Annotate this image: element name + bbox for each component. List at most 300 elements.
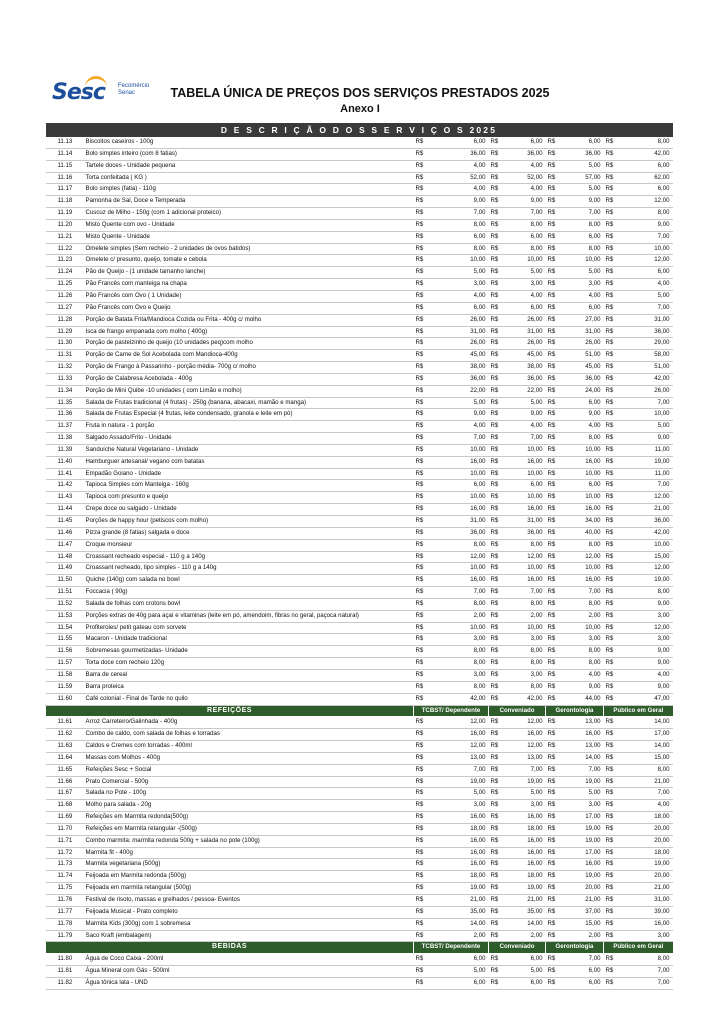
currency-symbol: R$ [414, 397, 428, 409]
item-code: 11.73 [46, 859, 84, 871]
price-value: 2,00 [428, 930, 489, 942]
item-description: Combo marmita: marmita redonda 500g + salada no pote (100g) [84, 835, 414, 847]
item-code: 11.69 [46, 812, 84, 824]
currency-symbol: R$ [414, 219, 428, 231]
item-code: 11.80 [46, 954, 84, 966]
price-value: 10,00 [560, 563, 604, 575]
price-value: 10,00 [503, 468, 546, 480]
currency-symbol: R$ [414, 338, 428, 350]
item-description: Tapioca Simples com Manteiga - 160g [84, 480, 414, 492]
item-description: Arroz Carreteiro/Galinhada - 400g [84, 717, 414, 729]
price-value: 7,00 [618, 480, 673, 492]
price-value: 16,00 [618, 918, 673, 930]
price-value: 20,00 [618, 823, 673, 835]
price-value: 21,00 [560, 895, 604, 907]
currency-symbol: R$ [546, 208, 560, 220]
price-value: 21,00 [618, 776, 673, 788]
price-value: 19,00 [428, 883, 489, 895]
price-value: 8,00 [560, 433, 604, 445]
price-value: 26,00 [560, 338, 604, 350]
currency-symbol: R$ [604, 290, 618, 302]
price-value: 12,00 [503, 551, 546, 563]
currency-symbol: R$ [604, 421, 618, 433]
item-description: Bolo simples inteiro (com 8 fatias) [84, 148, 414, 160]
price-value: 6,00 [428, 480, 489, 492]
item-description: Misto Quente - Unidade [84, 231, 414, 243]
item-description: Massas com Molhos - 400g [84, 752, 414, 764]
currency-symbol: R$ [546, 776, 560, 788]
price-value: 10,00 [428, 492, 489, 504]
price-value: 10,00 [428, 563, 489, 575]
currency-symbol: R$ [546, 338, 560, 350]
currency-symbol: R$ [414, 835, 428, 847]
price-value: 8,00 [560, 243, 604, 255]
price-value: 34,00 [560, 516, 604, 528]
item-code: 11.34 [46, 385, 84, 397]
currency-symbol: R$ [414, 267, 428, 279]
price-value: 2,00 [560, 610, 604, 622]
currency-symbol: R$ [489, 800, 503, 812]
table-row [46, 208, 673, 220]
price-value: 8,00 [618, 954, 673, 966]
item-description: Água tônica lata - UND [84, 977, 414, 989]
currency-symbol: R$ [414, 326, 428, 338]
item-description: Pamonha de Sal, Doce e Temperada [84, 196, 414, 208]
page-subtitle: Anexo I [340, 103, 380, 115]
price-value: 31,00 [560, 326, 604, 338]
price-value: 8,00 [560, 598, 604, 610]
price-value: 6,00 [618, 160, 673, 172]
price-value: 3,00 [428, 279, 489, 291]
table-row [46, 480, 673, 492]
currency-symbol: R$ [604, 871, 618, 883]
currency-symbol: R$ [546, 243, 560, 255]
price-value: 4,00 [428, 160, 489, 172]
price-value: 6,00 [618, 184, 673, 196]
table-row [46, 918, 673, 930]
price-value: 6,00 [503, 231, 546, 243]
price-value: 14,00 [560, 752, 604, 764]
table-row [46, 468, 673, 480]
currency-symbol: R$ [604, 930, 618, 942]
price-value: 38,00 [428, 362, 489, 374]
item-code: 11.57 [46, 658, 84, 670]
currency-symbol: R$ [604, 480, 618, 492]
currency-symbol: R$ [489, 279, 503, 291]
currency-symbol: R$ [414, 800, 428, 812]
price-value: 6,00 [503, 137, 546, 148]
currency-symbol: R$ [604, 859, 618, 871]
price-value: 19,00 [618, 859, 673, 871]
price-value: 12,00 [618, 255, 673, 267]
table-row [46, 575, 673, 587]
currency-symbol: R$ [489, 433, 503, 445]
price-value: 18,00 [503, 871, 546, 883]
currency-symbol: R$ [489, 563, 503, 575]
price-value: 11,00 [618, 444, 673, 456]
currency-symbol: R$ [546, 326, 560, 338]
price-value: 12,00 [428, 717, 489, 729]
item-description: Salgado Assado/Frito - Unidade [84, 433, 414, 445]
item-code: 11.21 [46, 231, 84, 243]
price-value: 8,00 [560, 646, 604, 658]
item-description: Tartele doces - Unidade pequena [84, 160, 414, 172]
currency-symbol: R$ [604, 835, 618, 847]
price-value: 8,00 [428, 219, 489, 231]
currency-symbol: R$ [414, 255, 428, 267]
price-value: 17,00 [560, 847, 604, 859]
item-description: Prato Comercial - 500g [84, 776, 414, 788]
item-code: 11.63 [46, 741, 84, 753]
currency-symbol: R$ [414, 208, 428, 220]
table-row [46, 290, 673, 302]
price-value: 7,00 [428, 587, 489, 599]
currency-symbol: R$ [546, 835, 560, 847]
price-value: 14,00 [618, 717, 673, 729]
currency-symbol: R$ [604, 243, 618, 255]
item-code: 11.31 [46, 350, 84, 362]
price-value: 8,00 [428, 658, 489, 670]
column-header: Público em Geral [604, 705, 673, 717]
logo-subtext [118, 83, 149, 97]
price-value: 6,00 [428, 977, 489, 989]
currency-symbol: R$ [414, 883, 428, 895]
currency-symbol: R$ [489, 208, 503, 220]
item-code: 11.13 [46, 137, 84, 148]
price-value: 31,00 [428, 516, 489, 528]
item-code: 11.78 [46, 918, 84, 930]
item-description: Isca de frango empanada com molho ( 400g) [84, 326, 414, 338]
item-code: 11.81 [46, 966, 84, 978]
currency-symbol: R$ [604, 977, 618, 989]
item-code: 11.77 [46, 906, 84, 918]
price-value: 6,00 [428, 302, 489, 314]
price-value: 19,00 [428, 776, 489, 788]
price-value: 5,00 [503, 966, 546, 978]
item-code: 11.14 [46, 148, 84, 160]
currency-symbol: R$ [604, 918, 618, 930]
currency-symbol: R$ [546, 184, 560, 196]
currency-symbol: R$ [489, 267, 503, 279]
currency-symbol: R$ [414, 693, 428, 705]
column-header: TCBST/ Dependente [414, 942, 489, 954]
item-code: 11.16 [46, 172, 84, 184]
price-value: 16,00 [503, 835, 546, 847]
currency-symbol: R$ [604, 219, 618, 231]
item-description: Marmita Kids (300g) com 1 sobremesa [84, 918, 414, 930]
price-value: 5,00 [428, 267, 489, 279]
price-value: 10,00 [428, 468, 489, 480]
price-value: 57,00 [560, 172, 604, 184]
currency-symbol: R$ [414, 634, 428, 646]
price-value: 36,00 [560, 148, 604, 160]
table-row [46, 350, 673, 362]
currency-symbol: R$ [546, 729, 560, 741]
price-value: 24,00 [560, 385, 604, 397]
currency-symbol: R$ [546, 433, 560, 445]
price-value: 12,00 [618, 563, 673, 575]
column-header: Gerontologia [546, 705, 604, 717]
item-code: 11.56 [46, 646, 84, 658]
price-value: 2,00 [560, 930, 604, 942]
currency-symbol: R$ [489, 373, 503, 385]
item-code: 11.26 [46, 290, 84, 302]
price-value: 10,00 [560, 622, 604, 634]
logo-sub-line2: Senac [118, 90, 136, 96]
currency-symbol: R$ [414, 279, 428, 291]
currency-symbol: R$ [604, 906, 618, 918]
table-row [46, 752, 673, 764]
currency-symbol: R$ [489, 219, 503, 231]
price-value: 31,00 [428, 326, 489, 338]
currency-symbol: R$ [489, 871, 503, 883]
price-value: 36,00 [428, 527, 489, 539]
currency-symbol: R$ [489, 966, 503, 978]
price-value: 21,00 [618, 883, 673, 895]
price-value: 37,00 [560, 906, 604, 918]
currency-symbol: R$ [414, 764, 428, 776]
currency-symbol: R$ [489, 172, 503, 184]
item-description: Refeições em Marmita redonda(500g) [84, 812, 414, 824]
item-code: 11.61 [46, 717, 84, 729]
price-value: 6,00 [560, 966, 604, 978]
currency-symbol: R$ [489, 231, 503, 243]
item-description: Feijoada em Marmita redonda (500g) [84, 871, 414, 883]
currency-symbol: R$ [414, 172, 428, 184]
item-code: 11.72 [46, 847, 84, 859]
currency-symbol: R$ [604, 409, 618, 421]
price-value: 9,00 [618, 658, 673, 670]
currency-symbol: R$ [604, 433, 618, 445]
currency-symbol: R$ [414, 776, 428, 788]
currency-symbol: R$ [489, 788, 503, 800]
price-value: 7,00 [428, 764, 489, 776]
price-value: 6,00 [503, 977, 546, 989]
price-value: 12,00 [618, 622, 673, 634]
table-row [46, 362, 673, 374]
currency-symbol: R$ [604, 373, 618, 385]
column-header: TCBST/ Dependente [414, 705, 489, 717]
price-value: 8,00 [560, 658, 604, 670]
item-code: 11.39 [46, 444, 84, 456]
table-row [46, 587, 673, 599]
currency-symbol: R$ [489, 812, 503, 824]
item-description: Porção de Carne de Sol Acebolada com Mandioca-400g [84, 350, 414, 362]
table-row [46, 669, 673, 681]
currency-symbol: R$ [489, 977, 503, 989]
price-value: 6,00 [503, 302, 546, 314]
item-code: 11.58 [46, 669, 84, 681]
price-value: 15,00 [618, 551, 673, 563]
price-value: 22,00 [503, 385, 546, 397]
currency-symbol: R$ [546, 196, 560, 208]
currency-symbol: R$ [546, 456, 560, 468]
currency-symbol: R$ [604, 847, 618, 859]
price-value: 10,00 [503, 444, 546, 456]
item-description: Macaron - Unidade tradicional [84, 634, 414, 646]
price-value: 45,00 [560, 362, 604, 374]
table-row [46, 835, 673, 847]
currency-symbol: R$ [489, 587, 503, 599]
currency-symbol: R$ [546, 539, 560, 551]
price-value: 8,00 [428, 243, 489, 255]
currency-symbol: R$ [546, 480, 560, 492]
price-value: 44,00 [560, 693, 604, 705]
price-value: 16,00 [428, 847, 489, 859]
table-row [46, 906, 673, 918]
currency-symbol: R$ [414, 243, 428, 255]
item-description: Refeições Sesc + Social [84, 764, 414, 776]
price-value: 3,00 [428, 669, 489, 681]
price-value: 6,00 [560, 231, 604, 243]
price-value: 19,00 [560, 823, 604, 835]
currency-symbol: R$ [546, 669, 560, 681]
price-value: 45,00 [503, 350, 546, 362]
price-value: 5,00 [560, 160, 604, 172]
price-value: 8,00 [618, 208, 673, 220]
column-header: Conveniado [489, 705, 546, 717]
currency-symbol: R$ [546, 373, 560, 385]
currency-symbol: R$ [604, 752, 618, 764]
currency-symbol: R$ [489, 480, 503, 492]
price-value: 3,00 [503, 669, 546, 681]
price-value: 10,00 [618, 539, 673, 551]
currency-symbol: R$ [546, 954, 560, 966]
currency-symbol: R$ [414, 823, 428, 835]
item-code: 11.32 [46, 362, 84, 374]
item-code: 11.62 [46, 729, 84, 741]
price-value: 21,00 [428, 895, 489, 907]
currency-symbol: R$ [604, 539, 618, 551]
item-code: 11.66 [46, 776, 84, 788]
price-value: 19,00 [618, 575, 673, 587]
price-value: 52,00 [428, 172, 489, 184]
item-description: Salada no Pote - 100g [84, 788, 414, 800]
price-value: 6,00 [428, 231, 489, 243]
price-value: 3,00 [618, 610, 673, 622]
currency-symbol: R$ [489, 160, 503, 172]
price-value: 6,00 [560, 137, 604, 148]
currency-symbol: R$ [546, 859, 560, 871]
currency-symbol: R$ [604, 326, 618, 338]
price-value: 4,00 [503, 290, 546, 302]
currency-symbol: R$ [489, 409, 503, 421]
currency-symbol: R$ [414, 646, 428, 658]
price-value: 42,00 [618, 527, 673, 539]
table-row [46, 160, 673, 172]
price-value: 6,00 [618, 267, 673, 279]
item-code: 11.20 [46, 219, 84, 231]
item-description: Refeições em Marmita retangular -(500g) [84, 823, 414, 835]
table-row [46, 492, 673, 504]
price-value: 17,00 [560, 812, 604, 824]
price-value: 16,00 [503, 456, 546, 468]
price-value: 4,00 [428, 184, 489, 196]
currency-symbol: R$ [604, 350, 618, 362]
price-value: 16,00 [503, 812, 546, 824]
price-value: 12,00 [428, 551, 489, 563]
currency-symbol: R$ [489, 243, 503, 255]
price-value: 16,00 [560, 504, 604, 516]
column-header: Gerontologia [546, 942, 604, 954]
currency-symbol: R$ [414, 788, 428, 800]
currency-symbol: R$ [489, 634, 503, 646]
currency-symbol: R$ [604, 776, 618, 788]
currency-symbol: R$ [489, 681, 503, 693]
currency-symbol: R$ [489, 290, 503, 302]
price-value: 6,00 [560, 977, 604, 989]
currency-symbol: R$ [414, 421, 428, 433]
price-value: 7,00 [560, 208, 604, 220]
item-code: 11.65 [46, 764, 84, 776]
price-value: 35,00 [428, 906, 489, 918]
item-code: 11.53 [46, 610, 84, 622]
currency-symbol: R$ [414, 373, 428, 385]
table-row [46, 883, 673, 895]
currency-symbol: R$ [414, 137, 428, 148]
table-row [46, 516, 673, 528]
item-code: 11.71 [46, 835, 84, 847]
item-code: 11.44 [46, 504, 84, 516]
currency-symbol: R$ [546, 148, 560, 160]
price-value: 40,00 [560, 527, 604, 539]
price-value: 8,00 [428, 681, 489, 693]
table-row [46, 373, 673, 385]
currency-symbol: R$ [546, 847, 560, 859]
item-code: 11.50 [46, 575, 84, 587]
price-value: 12,00 [618, 492, 673, 504]
price-value: 4,00 [560, 290, 604, 302]
price-value: 10,00 [560, 468, 604, 480]
price-value: 35,00 [503, 906, 546, 918]
currency-symbol: R$ [489, 741, 503, 753]
currency-symbol: R$ [489, 764, 503, 776]
currency-symbol: R$ [414, 575, 428, 587]
price-value: 2,00 [503, 610, 546, 622]
currency-symbol: R$ [546, 658, 560, 670]
price-value: 12,00 [503, 717, 546, 729]
table-row [46, 148, 673, 160]
item-code: 11.19 [46, 208, 84, 220]
table-row [46, 681, 673, 693]
item-code: 11.43 [46, 492, 84, 504]
item-code: 11.33 [46, 373, 84, 385]
item-code: 11.24 [46, 267, 84, 279]
item-code: 11.48 [46, 551, 84, 563]
currency-symbol: R$ [414, 184, 428, 196]
price-value: 26,00 [428, 314, 489, 326]
price-value: 9,00 [560, 196, 604, 208]
currency-symbol: R$ [546, 823, 560, 835]
currency-symbol: R$ [604, 255, 618, 267]
item-description: Cuscuz de Milho - 150g (com 1 adicional proteico) [84, 208, 414, 220]
price-value: 7,00 [618, 977, 673, 989]
currency-symbol: R$ [546, 255, 560, 267]
item-description: Saco Kraft (embalagem) [84, 930, 414, 942]
price-value: 7,00 [503, 764, 546, 776]
price-value: 7,00 [503, 208, 546, 220]
currency-symbol: R$ [414, 385, 428, 397]
currency-symbol: R$ [604, 492, 618, 504]
price-value: 10,00 [503, 622, 546, 634]
section-header-row [46, 705, 673, 717]
currency-symbol: R$ [604, 160, 618, 172]
price-value: 10,00 [428, 622, 489, 634]
price-value: 26,00 [618, 385, 673, 397]
item-code: 11.36 [46, 409, 84, 421]
price-value: 52,00 [503, 172, 546, 184]
table-row [46, 812, 673, 824]
